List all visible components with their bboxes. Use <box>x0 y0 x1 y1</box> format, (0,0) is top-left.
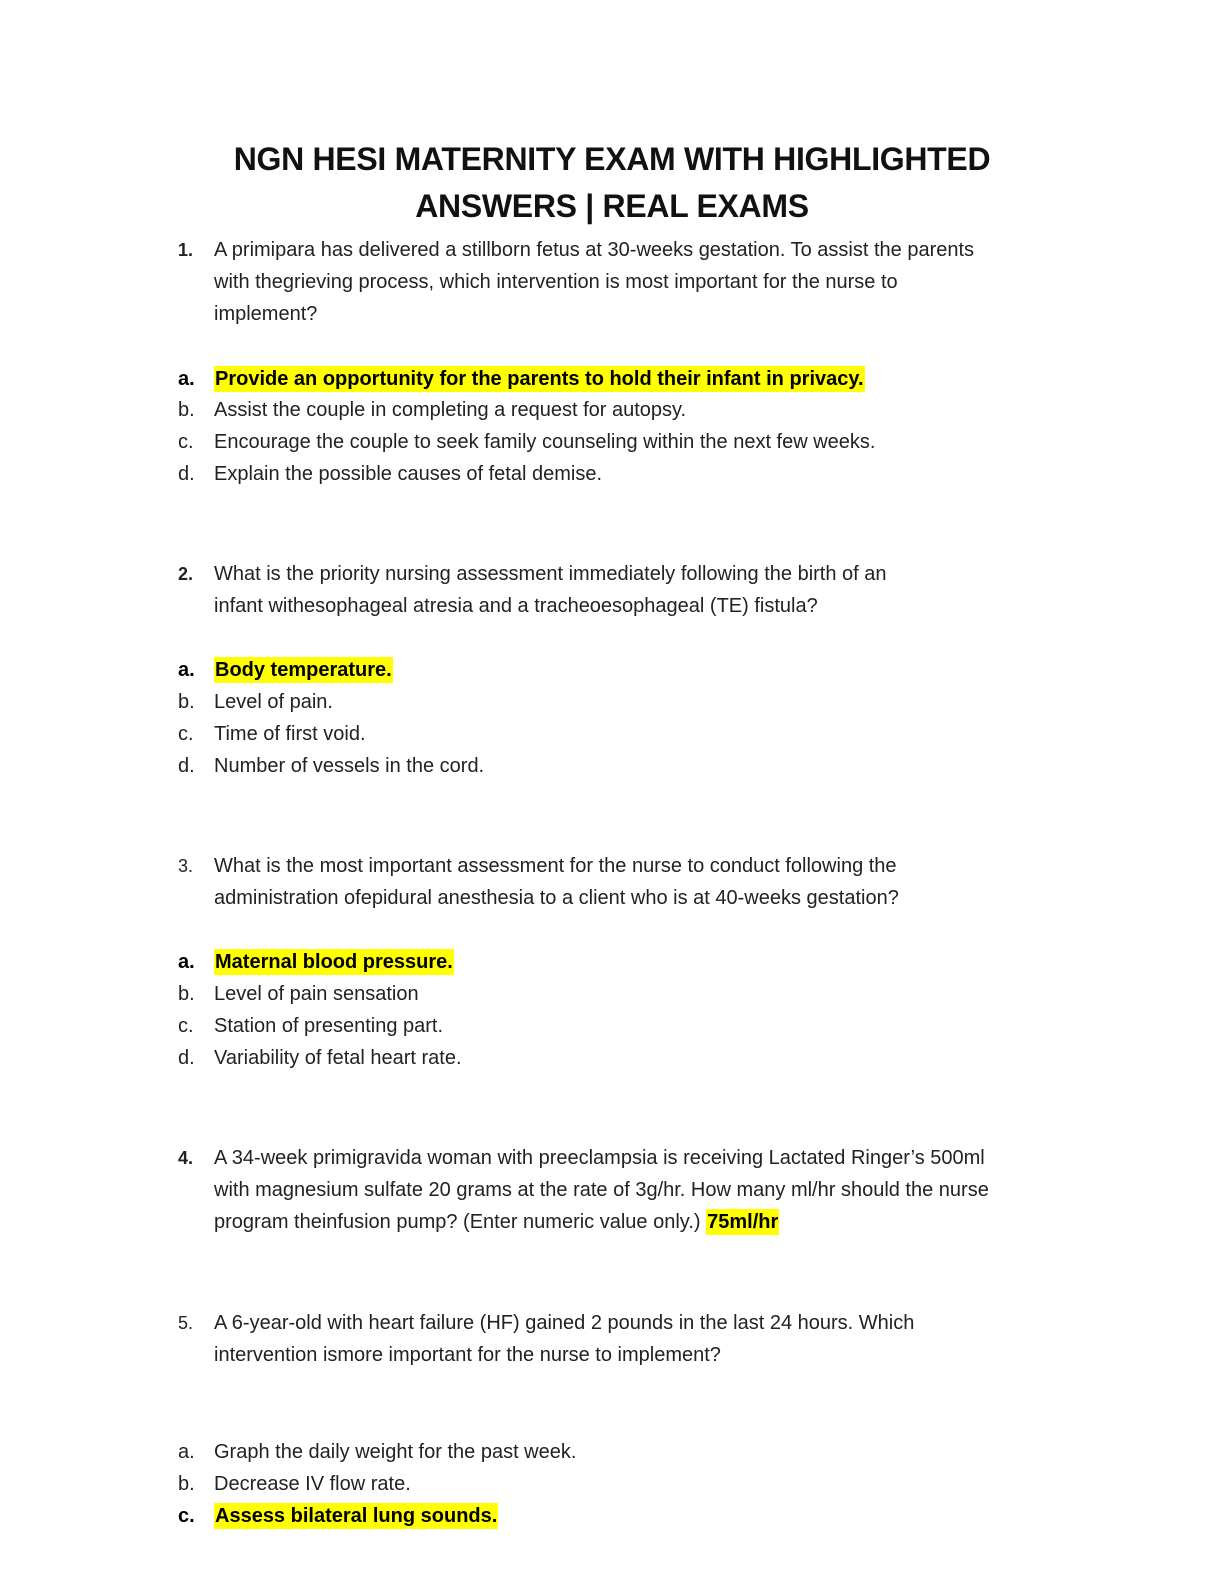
option-text-line <box>214 1439 576 1465</box>
option-label: d. <box>178 1047 195 1069</box>
question-stem-line <box>214 853 897 879</box>
option-text-line <box>214 1045 462 1071</box>
correct-option-text: Body temperature. <box>215 659 392 681</box>
option-text: Number of vessels in the cord. <box>214 755 485 777</box>
option-label: b. <box>178 691 195 713</box>
option-label: b. <box>178 1473 195 1495</box>
option-text: Station of presenting part. <box>214 1015 444 1037</box>
option-label: c. <box>178 1015 194 1037</box>
option-label: d. <box>178 755 195 777</box>
option-text-line <box>214 397 686 423</box>
question-text: with thegrieving process, which intervention is most important for the nurse to <box>214 271 898 293</box>
option-label: a. <box>178 368 195 390</box>
option-text: Decrease IV flow rate. <box>214 1473 411 1495</box>
question-number: 4. <box>178 1148 194 1168</box>
question-stem-line <box>214 1310 914 1336</box>
title-line-2: ANSWERS | REAL EXAMS <box>415 188 809 224</box>
question-text: program theinfusion pump? (Enter numeric value only.) <box>214 1211 701 1233</box>
question-stem-line <box>214 885 899 911</box>
question-stem-line <box>214 561 887 587</box>
option-text: Assist the couple in completing a request for autopsy. <box>214 399 687 421</box>
option-label: d. <box>178 463 195 485</box>
question-text: intervention ismore important for the nurse to implement? <box>214 1344 721 1366</box>
option-text: Graph the daily weight for the past week. <box>214 1441 577 1463</box>
option-label: c. <box>178 1505 195 1527</box>
option-text-line <box>214 689 333 715</box>
option-label: a. <box>178 1441 195 1463</box>
option-text-line <box>214 981 419 1007</box>
question-stem-line <box>214 1342 721 1368</box>
question-stem-line <box>214 1177 989 1203</box>
question-text: A 6-year-old with heart failure (HF) gained 2 pounds in the last 24 hours. Which <box>214 1312 915 1334</box>
option-text-line <box>214 1013 443 1039</box>
option-text-line <box>214 1503 498 1529</box>
title-line-1: NGN HESI MATERNITY EXAM WITH HIGHLIGHTED <box>233 141 991 177</box>
option-label: b. <box>178 399 195 421</box>
option-text-line <box>214 429 875 455</box>
question-text: A primipara has delivered a stillborn fetus at 30-weeks gestation. To assist the parents <box>214 239 975 261</box>
option-text-line <box>214 721 366 747</box>
question-text: infant withesophageal atresia and a tracheoesophageal (TE) fistula? <box>214 595 818 617</box>
question-stem-line <box>214 1145 985 1171</box>
correct-option-text: Maternal blood pressure. <box>215 951 453 973</box>
question-number: 3. <box>178 856 194 876</box>
option-text: Encourage the couple to seek family counseling within the next few weeks. <box>214 431 876 453</box>
highlighted-answer: 75ml/hr <box>707 1211 779 1233</box>
option-label: c. <box>178 431 194 453</box>
option-text-line <box>214 949 454 975</box>
correct-option-text: Provide an opportunity for the parents to hold their infant in privacy. <box>215 368 864 390</box>
option-text-line <box>214 657 393 683</box>
question-stem-line <box>214 237 974 263</box>
option-label: a. <box>178 659 195 681</box>
option-text-line <box>214 753 484 779</box>
question-text: administration ofepidural anesthesia to a client who is at 40-weeks gestation? <box>214 887 899 909</box>
option-text-line <box>214 366 865 392</box>
question-number: 2. <box>178 564 194 584</box>
question-stem-line <box>214 1209 779 1235</box>
option-label: c. <box>178 723 194 745</box>
option-text-line <box>214 1471 411 1497</box>
question-stem-line <box>214 269 898 295</box>
option-text: Level of pain sensation <box>214 983 419 1005</box>
option-text: Explain the possible causes of fetal demise. <box>214 463 602 485</box>
option-text: Level of pain. <box>214 691 333 713</box>
correct-option-text: Assess bilateral lung sounds. <box>215 1505 498 1527</box>
question-stem-line <box>214 593 818 619</box>
question-text: A 34-week primigravida woman with preeclampsia is receiving Lactated Ringer’s 500ml <box>214 1147 985 1169</box>
question-text: implement? <box>214 303 318 325</box>
option-text-line <box>214 461 602 487</box>
question-text: What is the priority nursing assessment immediately following the birth of an <box>214 563 887 585</box>
question-text: What is the most important assessment for the nurse to conduct following the <box>214 855 897 877</box>
question-text: with magnesium sulfate 20 grams at the rate of 3g/hr. How many ml/hr should the nurse <box>214 1179 989 1201</box>
option-label: b. <box>178 983 195 1005</box>
question-number: 5. <box>178 1313 194 1333</box>
option-text: Variability of fetal heart rate. <box>214 1047 462 1069</box>
question-stem-line <box>214 301 317 327</box>
option-text: Time of first void. <box>214 723 366 745</box>
question-number: 1. <box>178 240 194 260</box>
option-label: a. <box>178 951 195 973</box>
